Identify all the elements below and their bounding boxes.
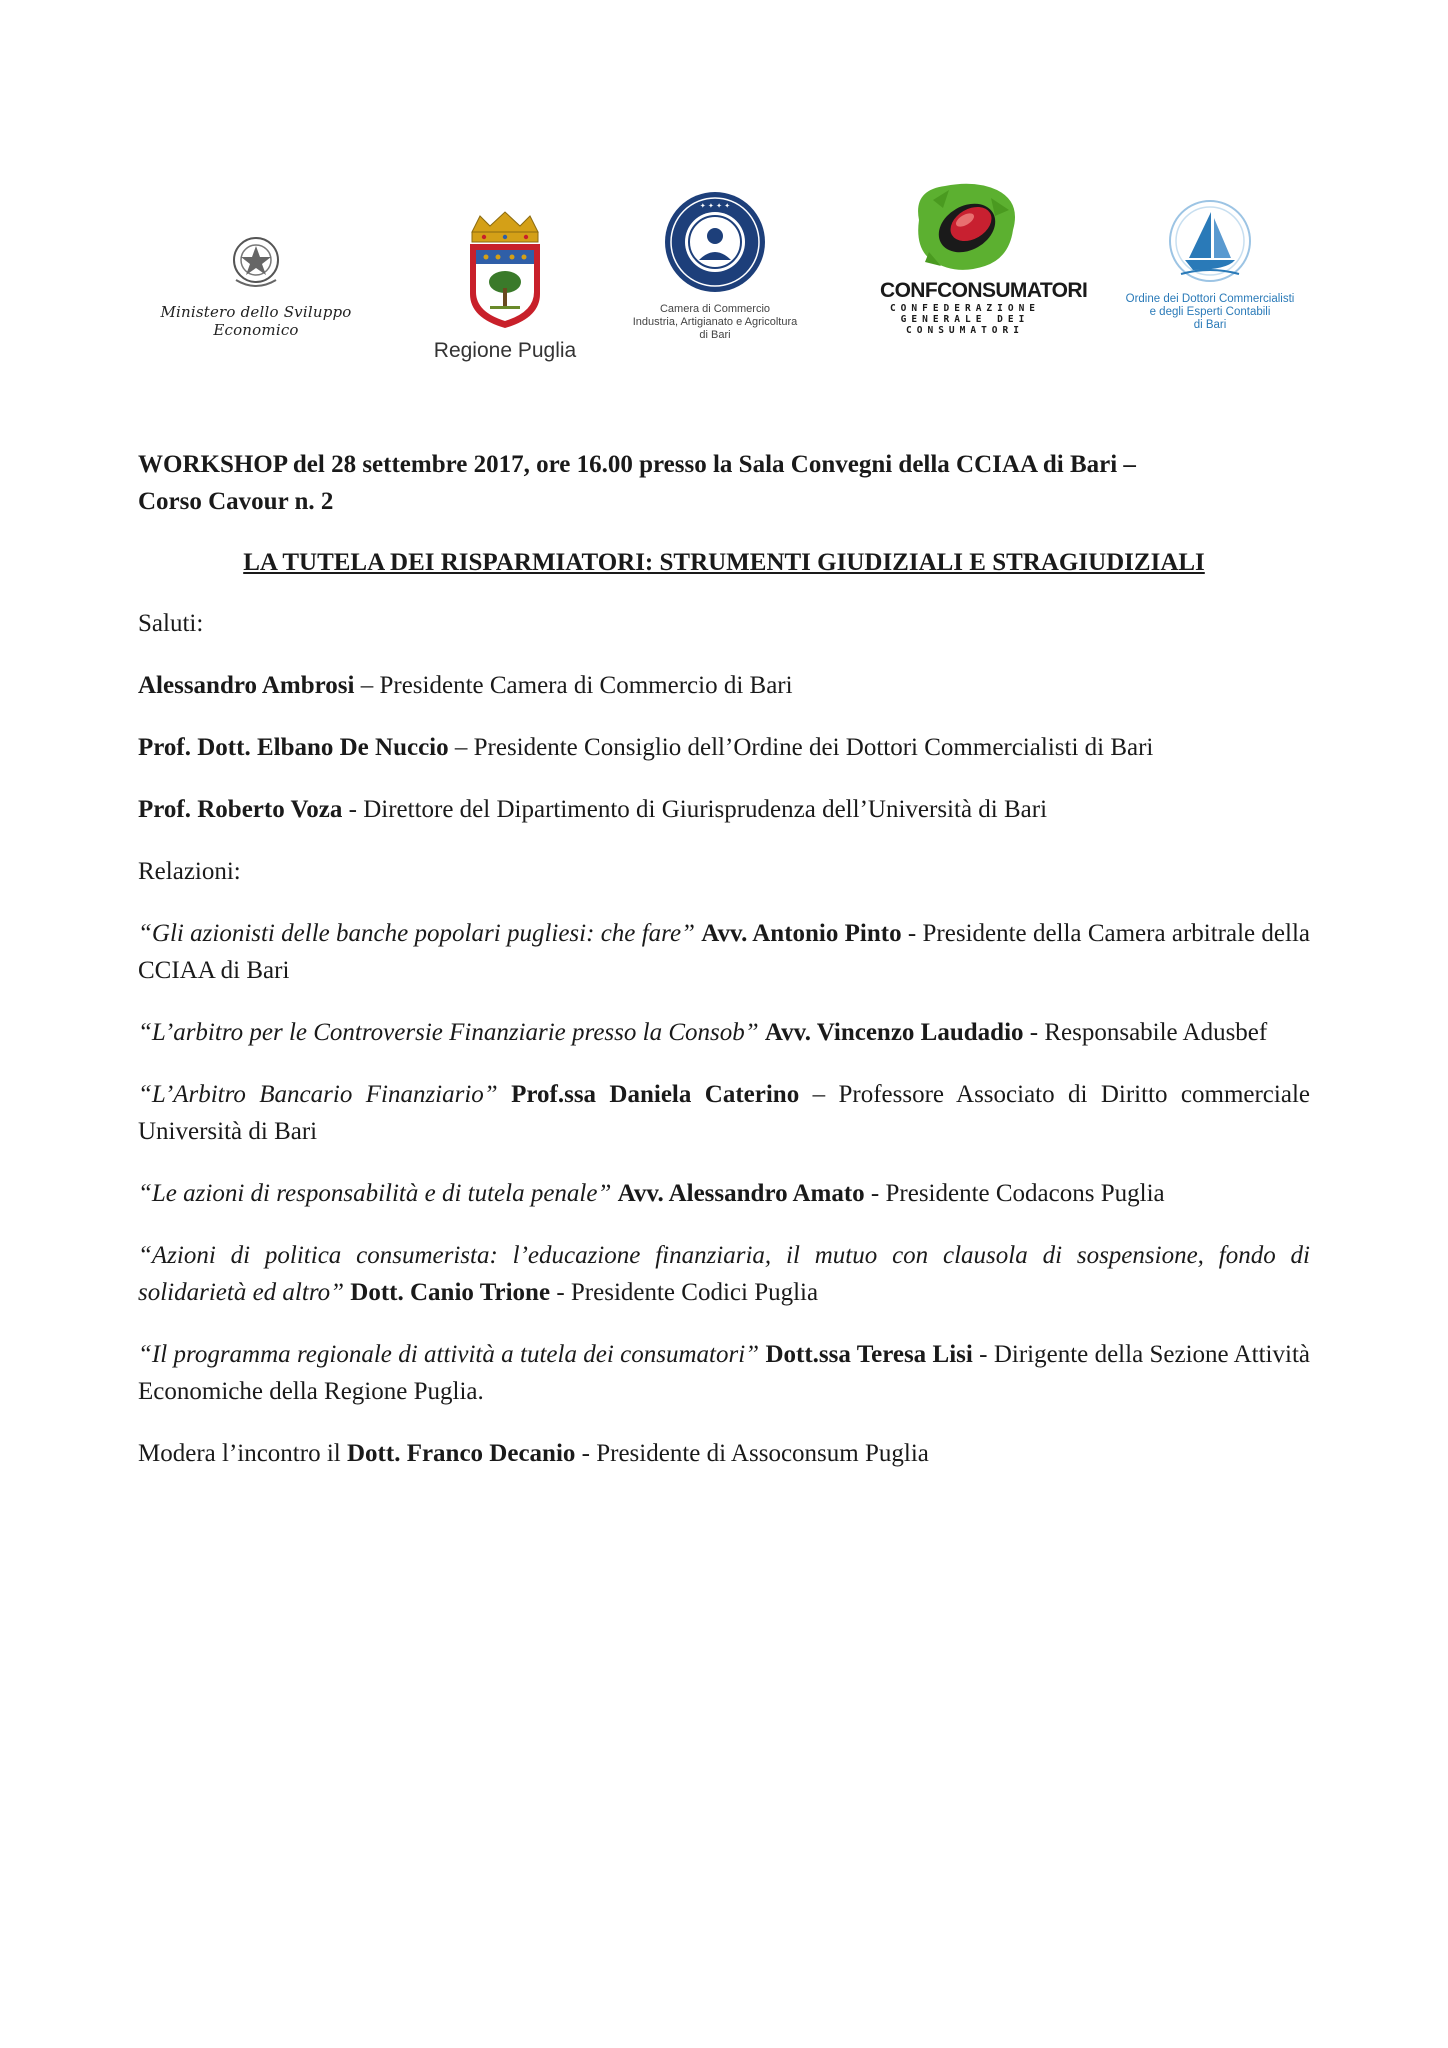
saluti-name: Prof. Roberto Voza bbox=[138, 796, 343, 823]
logo-conf-brand: CONFCONSUMATORI bbox=[880, 279, 1088, 302]
seal-icon bbox=[663, 190, 767, 294]
moderatore bbox=[138, 1435, 1310, 1472]
saluti-role: – Presidente Consiglio dell’Ordine dei Dottori Commercialisti di Bari bbox=[448, 734, 1154, 761]
document-title: LA TUTELA DEI RISPARMIATORI: STRUMENTI GIUDIZIALI E STRAGIUDIZIALI bbox=[243, 549, 1205, 576]
relazione-role: – Professore Associato di Diritto commerciale Università di Bari bbox=[138, 1081, 1310, 1145]
workshop-header-line2: Corso Cavour n. 2 bbox=[138, 488, 334, 515]
relazione-speaker: Prof.ssa Daniela Caterino bbox=[511, 1081, 800, 1108]
relazione-speaker: Avv. Alessandro Amato bbox=[617, 1180, 865, 1207]
logo-ministero-caption: Ministero dello Sviluppo Economico bbox=[160, 303, 352, 339]
relazioni-heading: Relazioni: bbox=[138, 858, 241, 885]
coat-of-arms-icon bbox=[462, 210, 548, 330]
relazione-item bbox=[138, 1014, 1310, 1051]
relazione-speaker: Avv. Vincenzo Laudadio bbox=[764, 1019, 1024, 1046]
relazione-speaker: Dott. Canio Trione bbox=[350, 1279, 551, 1306]
logo-strip bbox=[0, 180, 1448, 370]
svg-text:✦ ✦ ✦ ✦: ✦ ✦ ✦ ✦ bbox=[699, 202, 731, 210]
relazione-topic: “L’Arbitro Bancario Finanziario” bbox=[138, 1081, 498, 1108]
saluti-item bbox=[138, 729, 1310, 766]
relazione-role: - Dirigente della Sezione Attività Economiche della Regione Puglia. bbox=[138, 1341, 1310, 1405]
logo-ordine-commercialisti bbox=[1110, 198, 1310, 332]
logo-conf-sub-line: CONFEDERAZIONE bbox=[889, 303, 1041, 314]
relazione-topic: “Le azioni di responsabilità e di tutela penale” bbox=[138, 1180, 612, 1207]
saluti-role: - Direttore del Dipartimento di Giurisprudenza dell’Università di Bari bbox=[342, 796, 1048, 823]
relazione-item bbox=[138, 1175, 1310, 1212]
saluti-role: – Presidente Camera di Commercio di Bari bbox=[354, 672, 793, 699]
logo-odc-caption bbox=[1110, 293, 1310, 332]
relazione-item bbox=[138, 915, 1310, 989]
moderatore-name: Dott. Franco Decanio bbox=[346, 1440, 576, 1467]
workshop-header-line1: WORKSHOP del 28 settembre 2017, ore 16.00 presso la Sala Convegni della CCIAA di Bari – bbox=[138, 451, 1136, 478]
relazione-role: - Responsabile Adusbef bbox=[1023, 1019, 1268, 1046]
relazione-speaker: Dott.ssa Teresa Lisi bbox=[765, 1341, 973, 1368]
saluti-item bbox=[138, 667, 1310, 704]
relazione-topic: “L’arbitro per le Controversie Finanziarie presso la Consob” bbox=[138, 1019, 759, 1046]
relazione-role: - Presidente Codici Puglia bbox=[550, 1279, 819, 1306]
logo-regione-puglia bbox=[415, 210, 595, 363]
logo-confconsumatori bbox=[880, 180, 1088, 336]
logo-odc-caption-line: di Bari bbox=[1193, 319, 1227, 331]
logo-camera-caption-line: di Bari bbox=[699, 329, 731, 341]
relazione-topic: “Il programma regionale di attività a tutela dei consumatori” bbox=[138, 1341, 760, 1368]
rugby-ball-icon bbox=[905, 180, 1025, 276]
logo-odc-caption-line: e degli Esperti Contabili bbox=[1149, 306, 1271, 318]
relazione-role: - Presidente Codacons Puglia bbox=[864, 1180, 1165, 1207]
logo-conf-sub-line: GENERALE DEI bbox=[900, 314, 1030, 325]
logo-camera-caption-line: Industria, Artigianato e Agricoltura bbox=[632, 316, 798, 328]
relazione-role: - Presidente della Camera arbitrale della CCIAA di Bari bbox=[138, 920, 1310, 984]
document-body bbox=[138, 446, 1310, 1472]
logo-camera-caption-line: Camera di Commercio bbox=[659, 303, 771, 315]
emblem-icon bbox=[226, 230, 286, 292]
relazione-speaker: Avv. Antonio Pinto bbox=[701, 920, 902, 947]
logo-conf-sub-line: CONSUMATORI bbox=[906, 325, 1024, 336]
moderatore-prefix: Modera l’incontro il bbox=[138, 1440, 347, 1467]
logo-camera-commercio bbox=[625, 190, 805, 342]
moderatore-role: - Presidente di Assoconsum Puglia bbox=[575, 1440, 929, 1467]
relazione-item bbox=[138, 1076, 1310, 1150]
sailboat-icon bbox=[1167, 198, 1253, 284]
saluti-heading: Saluti: bbox=[138, 610, 204, 637]
logo-regione-caption: Regione Puglia bbox=[433, 339, 577, 362]
logo-conf-sub bbox=[880, 303, 1050, 336]
logo-ministero bbox=[136, 230, 376, 339]
logo-camera-caption bbox=[625, 303, 805, 342]
relazione-topic: “Azioni di politica consumerista: l’educazione finanziaria, il mutuo con clausola di sospensione, fondo di solidarietà ed altro” bbox=[138, 1242, 1310, 1306]
workshop-header bbox=[138, 446, 1310, 520]
relazione-item bbox=[138, 1336, 1310, 1410]
logo-odc-caption-line: Ordine dei Dottori Commercialisti bbox=[1125, 293, 1295, 305]
saluti-name: Alessandro Ambrosi bbox=[138, 672, 355, 699]
relazione-topic: “Gli azionisti delle banche popolari pugliesi: che fare” bbox=[138, 920, 695, 947]
saluti-item bbox=[138, 791, 1310, 828]
relazione-item bbox=[138, 1237, 1310, 1311]
saluti-name: Prof. Dott. Elbano De Nuccio bbox=[138, 734, 449, 761]
